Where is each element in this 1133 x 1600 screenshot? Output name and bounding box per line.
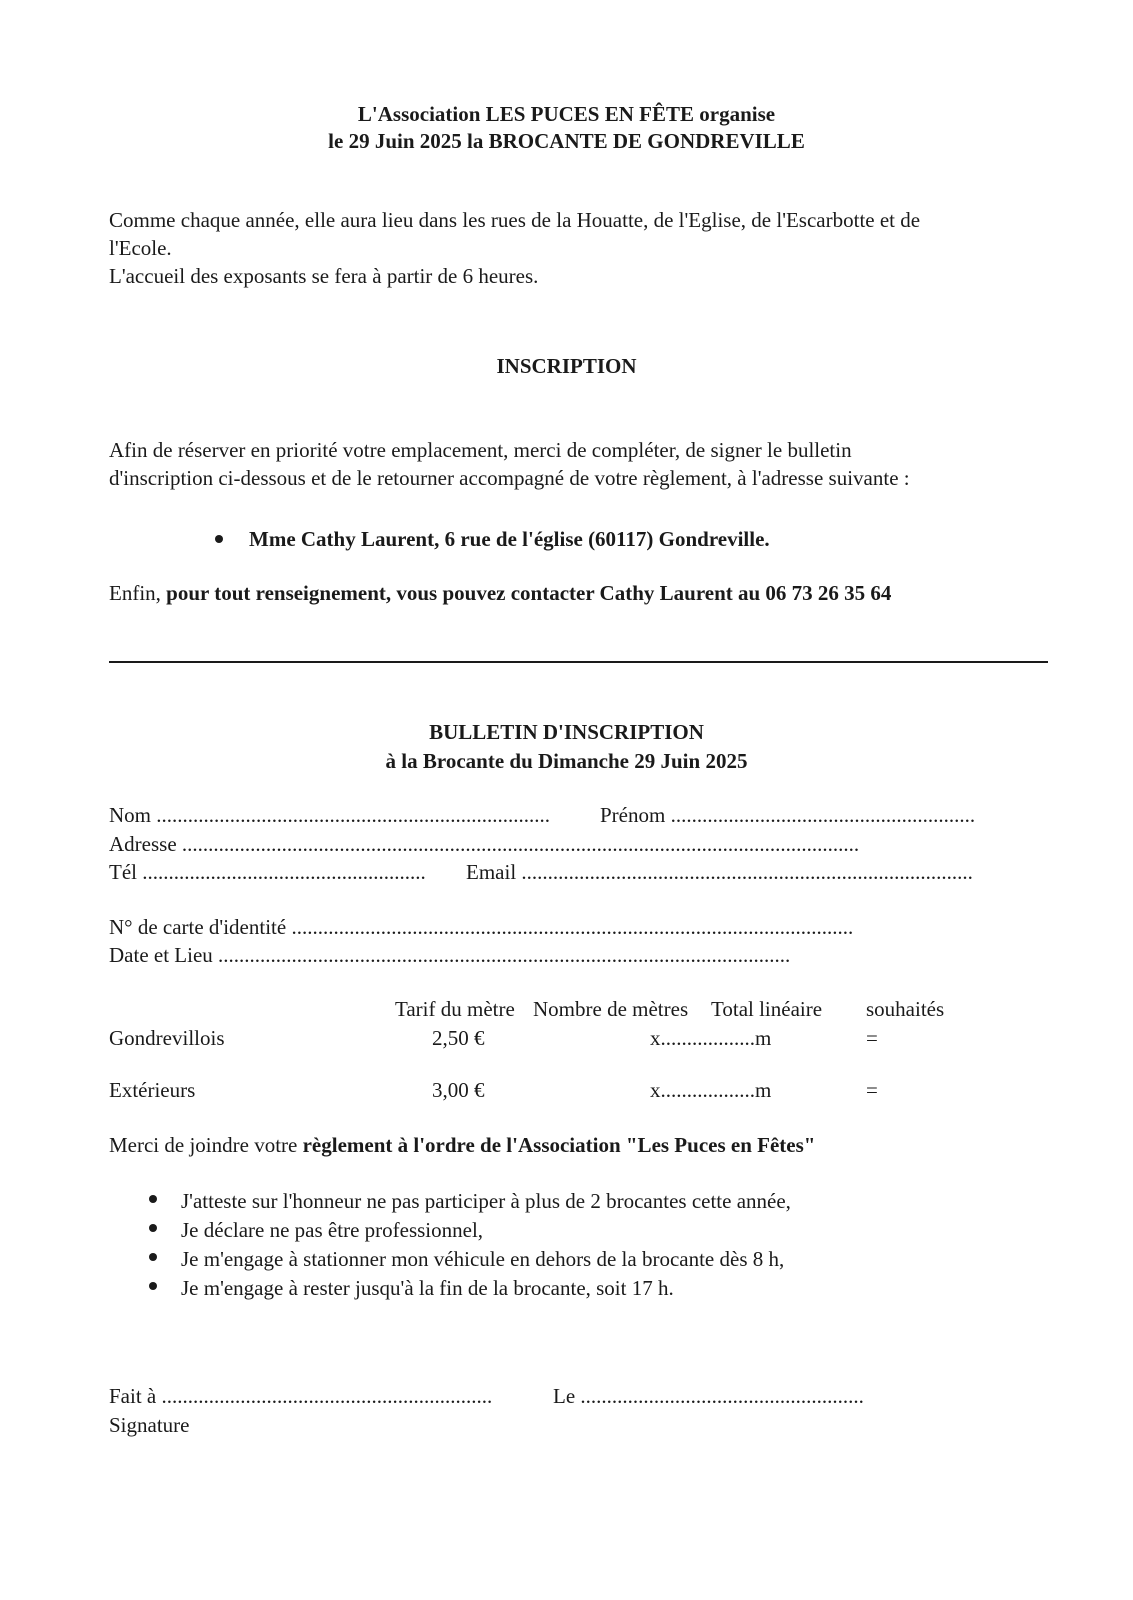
separator-rule (109, 661, 1048, 663)
payment-line (109, 1131, 815, 1159)
signature-label: Signature (109, 1413, 190, 1437)
contact-prefix: Enfin, (109, 581, 167, 605)
row-exterieurs-meters: x..................m (650, 1078, 772, 1102)
attestation-item: Je m'engage à stationner mon véhicule en dehors de la brocante dès 8 h, (181, 1247, 785, 1271)
email-field: Email ...................................................................................... (466, 860, 973, 884)
bulletin-title: BULLETIN D'INSCRIPTION (429, 720, 704, 744)
bullet-icon (215, 535, 223, 543)
prenom-field: Prénom .......................................................... (600, 803, 976, 827)
contact-line (109, 579, 891, 607)
attestation-item: Je m'engage à rester jusqu'à la fin de la brocante, soit 17 h. (181, 1276, 674, 1300)
date-le-field: Le ...................................................... (553, 1384, 864, 1408)
table-header-tarif: Tarif du mètre (395, 997, 515, 1021)
fait-a-field: Fait à ............................................................... (109, 1384, 493, 1408)
row-gondrevillois-price: 2,50 € (432, 1026, 485, 1050)
nom-field: Nom ........................................................................... (109, 803, 550, 827)
row-gondrevillois-equals: = (866, 1026, 878, 1050)
table-header-nombre: Nombre de mètres (533, 997, 689, 1021)
row-gondrevillois-label: Gondrevillois (109, 1026, 225, 1050)
payment-bold: règlement à l'ordre de l'Association "Les Puces en Fêtes" (302, 1133, 816, 1157)
row-gondrevillois-meters: x..................m (650, 1026, 772, 1050)
inscription-title: INSCRIPTION (496, 354, 637, 378)
bullet-icon (149, 1195, 157, 1203)
header-line-2: le 29 Juin 2025 la BROCANTE DE GONDREVILLE (328, 129, 805, 153)
row-exterieurs-label: Extérieurs (109, 1078, 196, 1102)
adresse-field: Adresse ................................................................................................................................. (109, 832, 860, 856)
bullet-icon (149, 1253, 157, 1261)
address-line: Mme Cathy Laurent, 6 rue de l'église (60117) Gondreville. (249, 527, 770, 551)
inscription-para-line-1: Afin de réserver en priorité votre emplacement, merci de compléter, de signer le bulletin (109, 438, 852, 462)
bullet-icon (149, 1282, 157, 1290)
bulletin-subtitle: à la Brocante du Dimanche 29 Juin 2025 (385, 749, 748, 773)
intro-line-3: L'accueil des exposants se fera à partir de 6 heures. (109, 264, 539, 288)
table-header-total: Total linéaire (711, 997, 823, 1021)
row-exterieurs-price: 3,00 € (432, 1078, 485, 1102)
bullet-icon (149, 1224, 157, 1232)
contact-bold: pour tout renseignement, vous pouvez contacter Cathy Laurent au 06 73 26 35 64 (166, 581, 892, 605)
carte-identite-field: N° de carte d'identité ........................................................................................................... (109, 915, 854, 939)
date-lieu-field: Date et Lieu ............................................................................................................. (109, 943, 791, 967)
header-line-1: L'Association LES PUCES EN FÊTE organise (357, 102, 776, 126)
table-header-souhaites: souhaités (866, 997, 945, 1021)
row-exterieurs-equals: = (866, 1078, 878, 1102)
intro-line-1: Comme chaque année, elle aura lieu dans les rues de la Houatte, de l'Eglise, de l'Escarbotte et de (109, 208, 921, 232)
inscription-para-line-2: d'inscription ci-dessous et de le retourner accompagné de votre règlement, à l'adresse suivante : (109, 466, 910, 490)
attestation-item: Je déclare ne pas être professionnel, (181, 1218, 484, 1242)
attestation-item: J'atteste sur l'honneur ne pas participer à plus de 2 brocantes cette année, (181, 1189, 791, 1213)
intro-line-2: l'Ecole. (109, 236, 172, 260)
payment-prefix: Merci de joindre votre (109, 1133, 303, 1157)
tel-field: Tél ...................................................... (109, 860, 426, 884)
